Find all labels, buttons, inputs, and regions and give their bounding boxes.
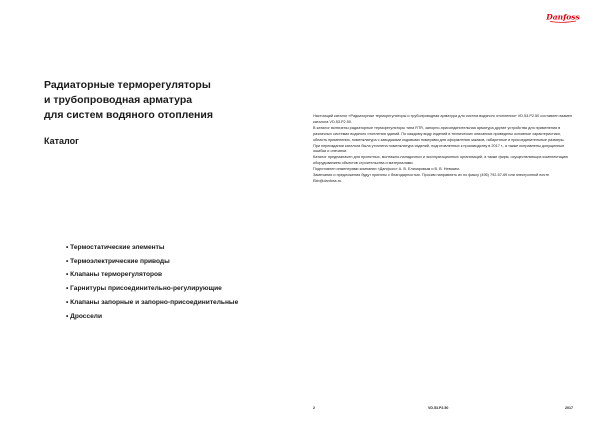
contents-item: • Термоэлектрические приводы [66,255,238,269]
danfoss-logo [548,10,578,24]
intro-paragraph: Подготовлен инженерами компании «Данфосс» А. В. Елизаровым и В. В. Невским. [313,167,460,172]
intro-paragraph: В каталог включены радиаторные терморегуляторы типа RTR, запорно-присоединительная арматура другие устройства для применения в различных системах водяного отопления зданий. По каждому виду изделий в технических описаниях приведены основные характеристики, область применения, номенклатура с заводскими кодовыми номерами для оформления заказов, габаритные и присоединительные размеры. [313,125,565,142]
page-number: 2 [313,406,315,410]
catalog-subtitle: Каталог [44,136,79,146]
catalog-title [44,78,284,123]
contents-list [66,241,238,323]
contents-item: • Термостатические элементы [66,241,238,255]
intro-paragraph: При переиздании каталога была уточнена номенклатура изделий, подготовленных к производству в 2017 г., а также исправлены допущенные ошибки и опечатки. [313,143,565,154]
contents-item: • Гарнитуры присоединительно-регулирующие [66,282,238,296]
document-code: VD.53.P2.50 [428,406,449,410]
right-page [300,0,600,424]
title-line-3: для систем водяного отопления [44,109,213,121]
intro-paragraph: Замечания и предложения будут приняты с благодарностью. Просим направлять их по факсу (495) 792-57-69 или электронной почте Ekb@danfoss.ru. [313,173,550,183]
title-line-2: и трубопроводная арматура [44,94,193,106]
logo-text: Danfoss [546,12,580,22]
contents-item: • Клапаны запорные и запорно-присоединительные [66,296,238,310]
intro-paragraph: Настоящий каталог «Радиаторные терморегуляторы и трубопроводная арматура для систем водяного отопления» VD.53.P2.50 составлен взамен каталога VD.53.P2.50. [313,114,573,124]
contents-item: • Дроссели [66,310,238,324]
intro-text [313,114,575,185]
contents-item: • Клапаны терморегуляторов [66,268,238,282]
publication-year: 2017 [565,406,573,410]
intro-paragraph: Каталог предназначен для проектных, монтажно-наладочных и эксплуатационных организаций, а также фирм, осуществляющих комплектацию оборудованием объектов строительства и материалами. [313,155,568,166]
title-line-1: Радиаторные терморегуляторы [44,79,211,91]
